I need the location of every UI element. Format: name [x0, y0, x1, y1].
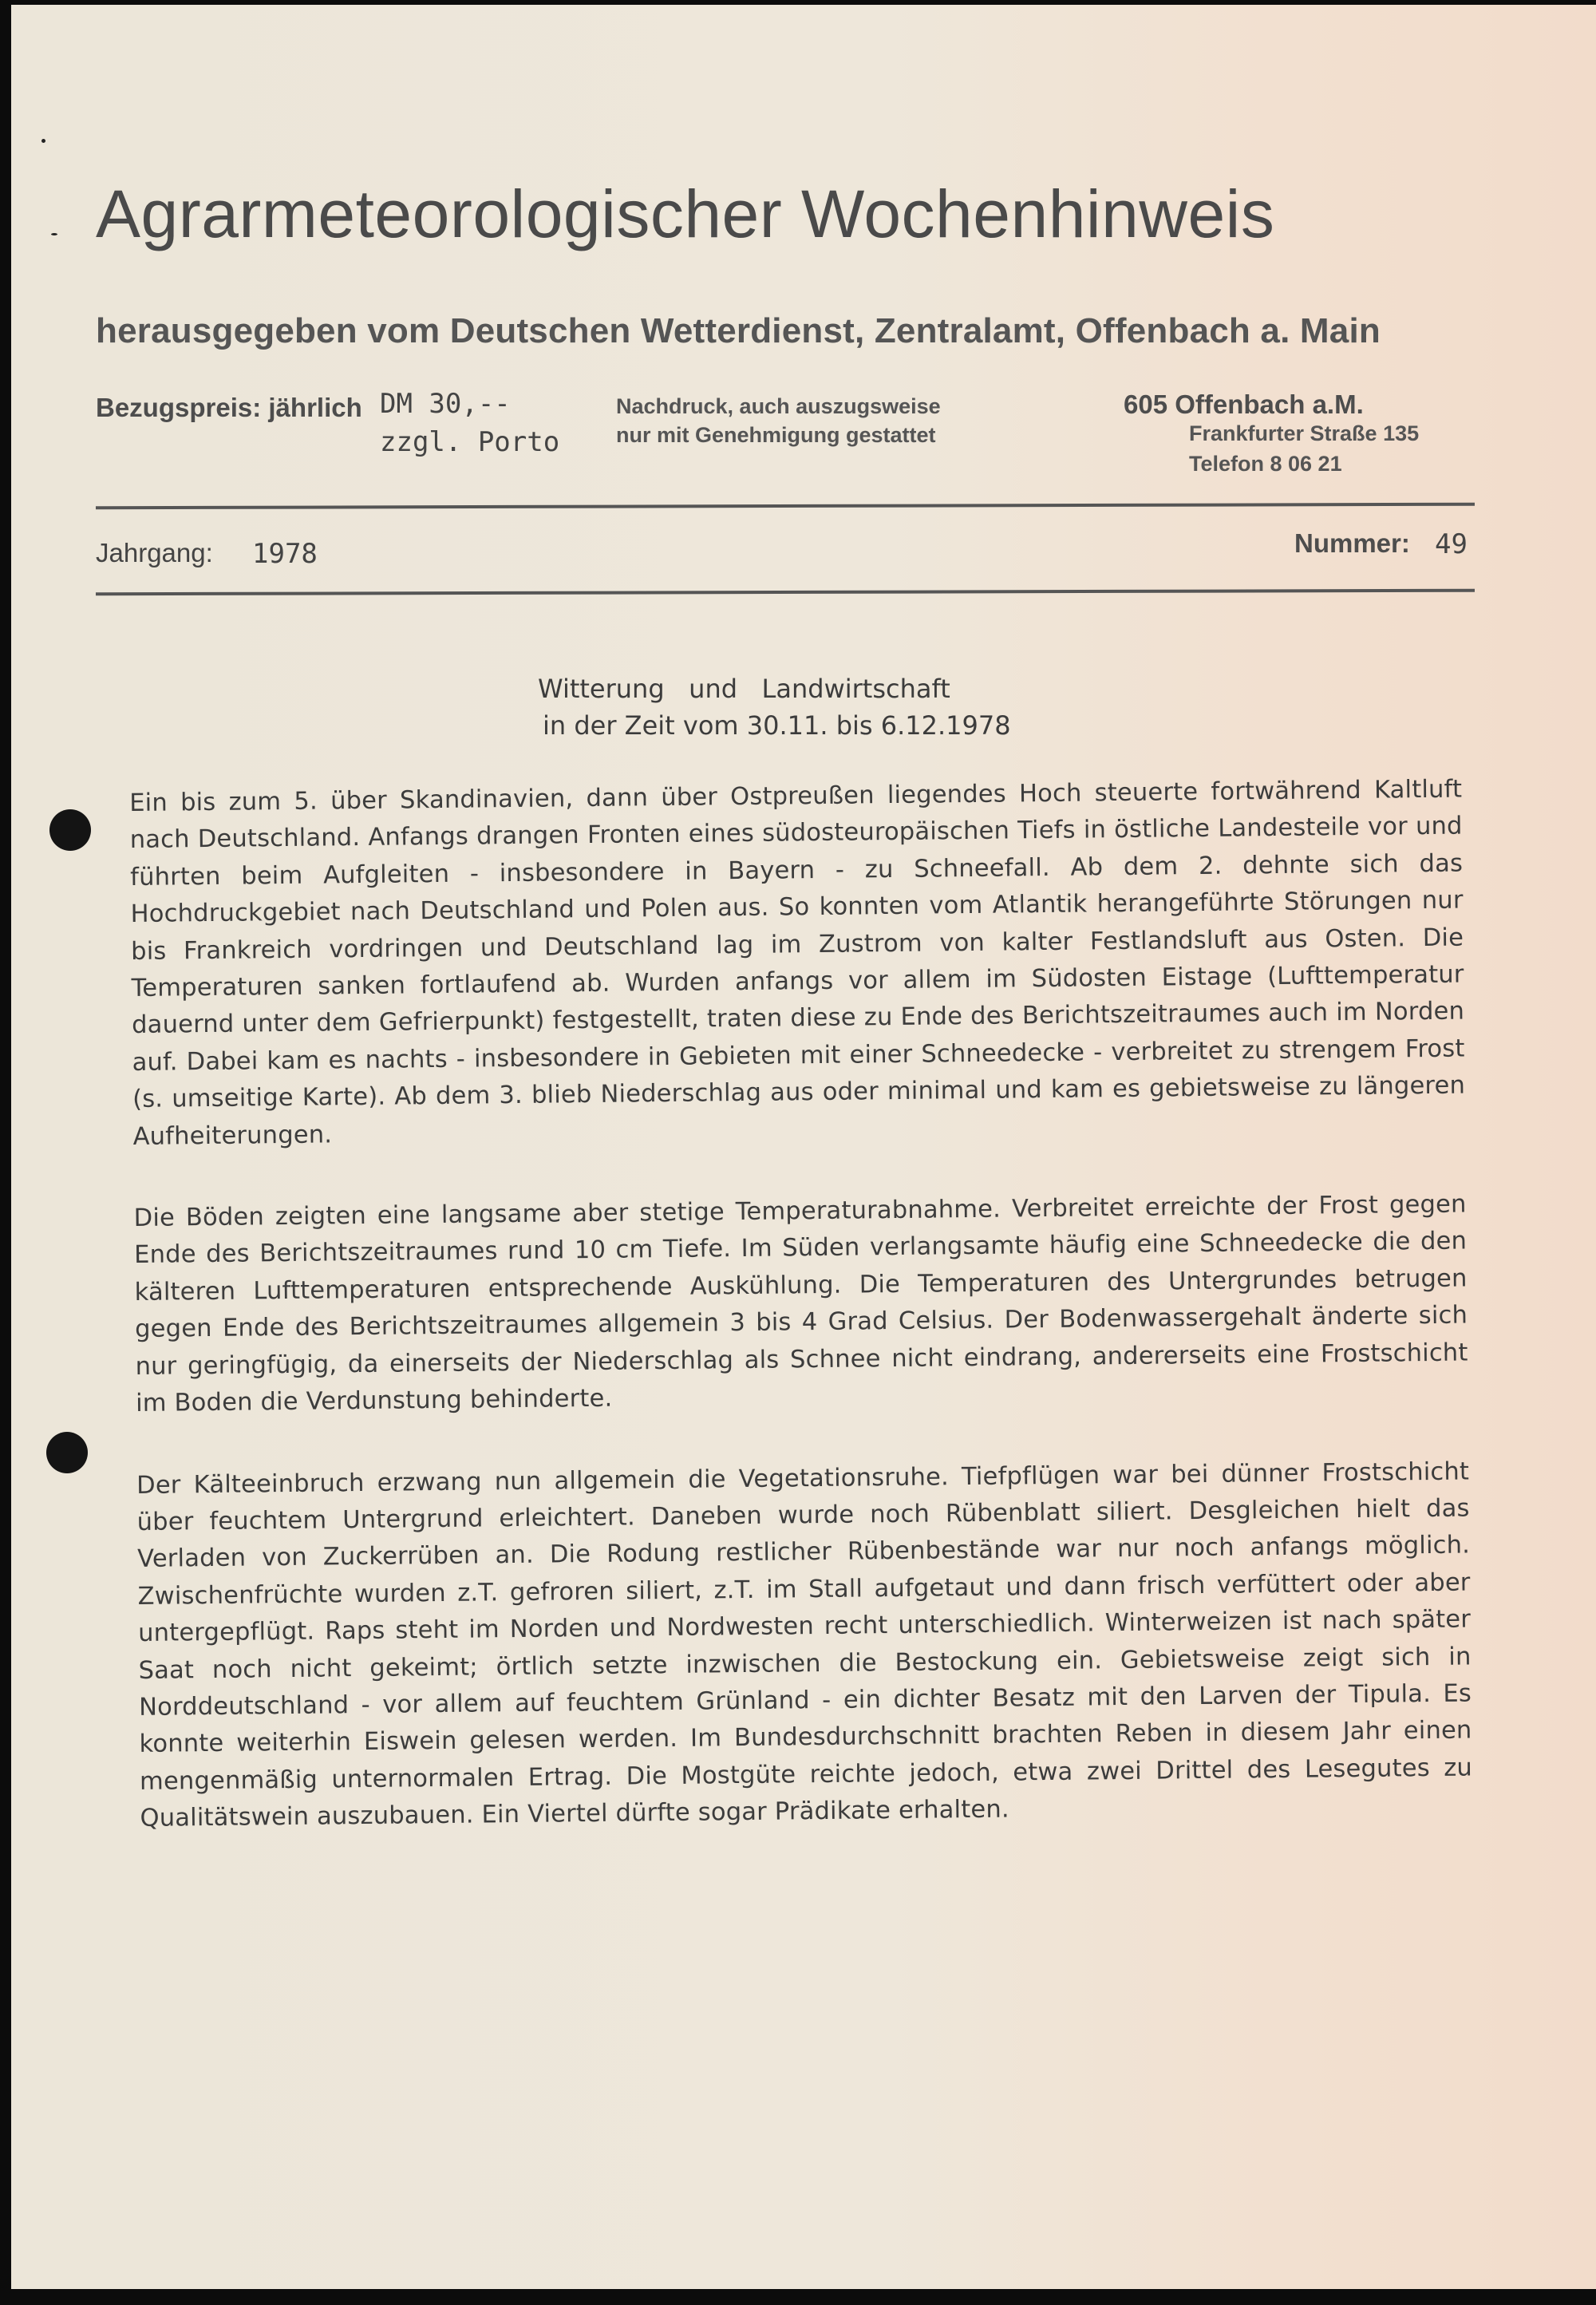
reprint-notice-line2: nur mit Genehmigung gestattet — [616, 423, 936, 447]
publication-subtitle: herausgegeben vom Deutschen Wetterdienst, Zentralamt, Offenbach a. Main — [96, 311, 1381, 350]
paragraph-agriculture: Der Kälteeinbruch erzwang nun allgemein die Vegetationsruhe. Tiefpflügen war bei dünner Frostschicht über feuchtem Untergrund erleichtert. Daneben wurde noch Rübenblatt siliert. Desgleichen hielt das Verladen von Zuckerrüben an. Die Rodung restlicher Rübenbestände war nur noch anfangs möglich. Zwischenfrüchte wurden z.T. gefroren siliert, z.T. im Stall aufgetaut und dann frisch verfüttert oder aber untergepflügt. Raps steht im Norden und Nordwesten recht unterschiedlich. Winterweizen ist nach später Saat noch nicht gekeimt; örtlich setzte inzwischen die Bestockung ein. Gebietsweise zeigt sich in Norddeutschland - vor allem auf feuchtem Grünland - ein dichter Besatz mit den Larven der Tipula. Es konnte weiterhin Eiswein gelesen werden. Im Bundesdurchschnitt brachten Reben in diesem Jahr einen mengenmäßig unternormalen Ertrag. Die Mostgüte reichte jedoch, etwa zwei Drittel des Lesegutes zu Qualitätswein auszubauen. Ein Viertel dürfte sogar Prädikate erhalten. — [136, 1457, 1473, 1833]
article-period: in der Zeit vom 30.11. bis 6.12.1978 — [543, 710, 1011, 741]
paragraph-soil: Die Böden zeigten eine langsame aber stetige Temperaturabnahme. Verbreitet erreichte der Frost gegen Ende des Berichtszeitraumes rund 10 cm Tiefe. Im Süden verlangsamte häufig eine Schneedecke die den kälteren Lufttemperaturen entsprechende Auskühlung. Die Temperaturen des Untergrundes betrugen gegen Ende des Berichtszeitraumes allgemein 3 bis 4 Grad Celsius. Der Bodenwassergehalt änderte sich nur geringfügig, da einerseits der Niederschlag als Schnee nicht eindrang, andererseits eine Frostschicht im Boden die Verdunstung behinderte. — [133, 1190, 1468, 1418]
article-body — [129, 772, 1473, 1883]
reprint-notice-line1: Nachdruck, auch auszugsweise — [616, 394, 941, 418]
punch-hole — [46, 1432, 88, 1473]
year-value: 1978 — [252, 538, 318, 570]
address-street: Frankfurter Straße 135 — [1189, 421, 1420, 445]
issue-number-value: 49 — [1435, 528, 1468, 560]
price-label: Bezugspreis: jährlich — [96, 393, 362, 422]
year-label: Jahrgang: — [96, 538, 213, 567]
speck-mark — [41, 139, 45, 143]
header-rule-bottom — [96, 589, 1475, 596]
address-phone: Telefon 8 06 21 — [1189, 452, 1342, 476]
article-heading: Witterung und Landwirtschaft — [538, 674, 950, 704]
price-value: DM 30,-- — [380, 388, 511, 420]
publication-title: Agrarmeteorologischer Wochenhinweis — [96, 176, 1275, 251]
price-extra: zzgl. Porto — [380, 426, 560, 458]
issue-number-label: Nummer: — [1294, 528, 1410, 558]
address-city: 605 Offenbach a.M. — [1124, 389, 1364, 419]
document-page — [11, 5, 1596, 2289]
paragraph-weather: Ein bis zum 5. über Skandinavien, dann über Ostpreußen liegendes Hoch steuerte fortwährend Kaltluft nach Deutschland. Anfangs drangen Fronten eines südosteuropäischen Tiefs in östliche Landesteile vor und führten beim Aufgleiten - insbesondere in Bayern - zu Schneefall. Ab dem 2. dehnte sich das Hochdruckgebiet nach Deutschland und Polen aus. So konnten vom Atlantik herangeführte Störungen nur bis Frankreich vordringen und Deutschland lag im Zustrom von kalter Festlandsluft aus Osten. Die Temperaturen sanken fortlaufend ab. Wurden anfangs vor allem im Südosten Eistage (Lufttemperatur dauernd unter dem Gefrierpunkt) festgestellt, traten diese zu Ende des Berichtszeitraumes auch im Norden auf. Dabei kam es nachts - insbesondere in Gebieten mit einer Schneedecke - verbreitet zu strengem Frost (s. umseitige Karte). Ab dem 3. blieb Niederschlag aus oder minimal und kam es gebietsweise zu längeren Aufheiterungen. — [129, 775, 1466, 1151]
header-rule-top — [96, 503, 1475, 510]
punch-hole — [49, 809, 91, 851]
speck-mark — [51, 233, 57, 235]
